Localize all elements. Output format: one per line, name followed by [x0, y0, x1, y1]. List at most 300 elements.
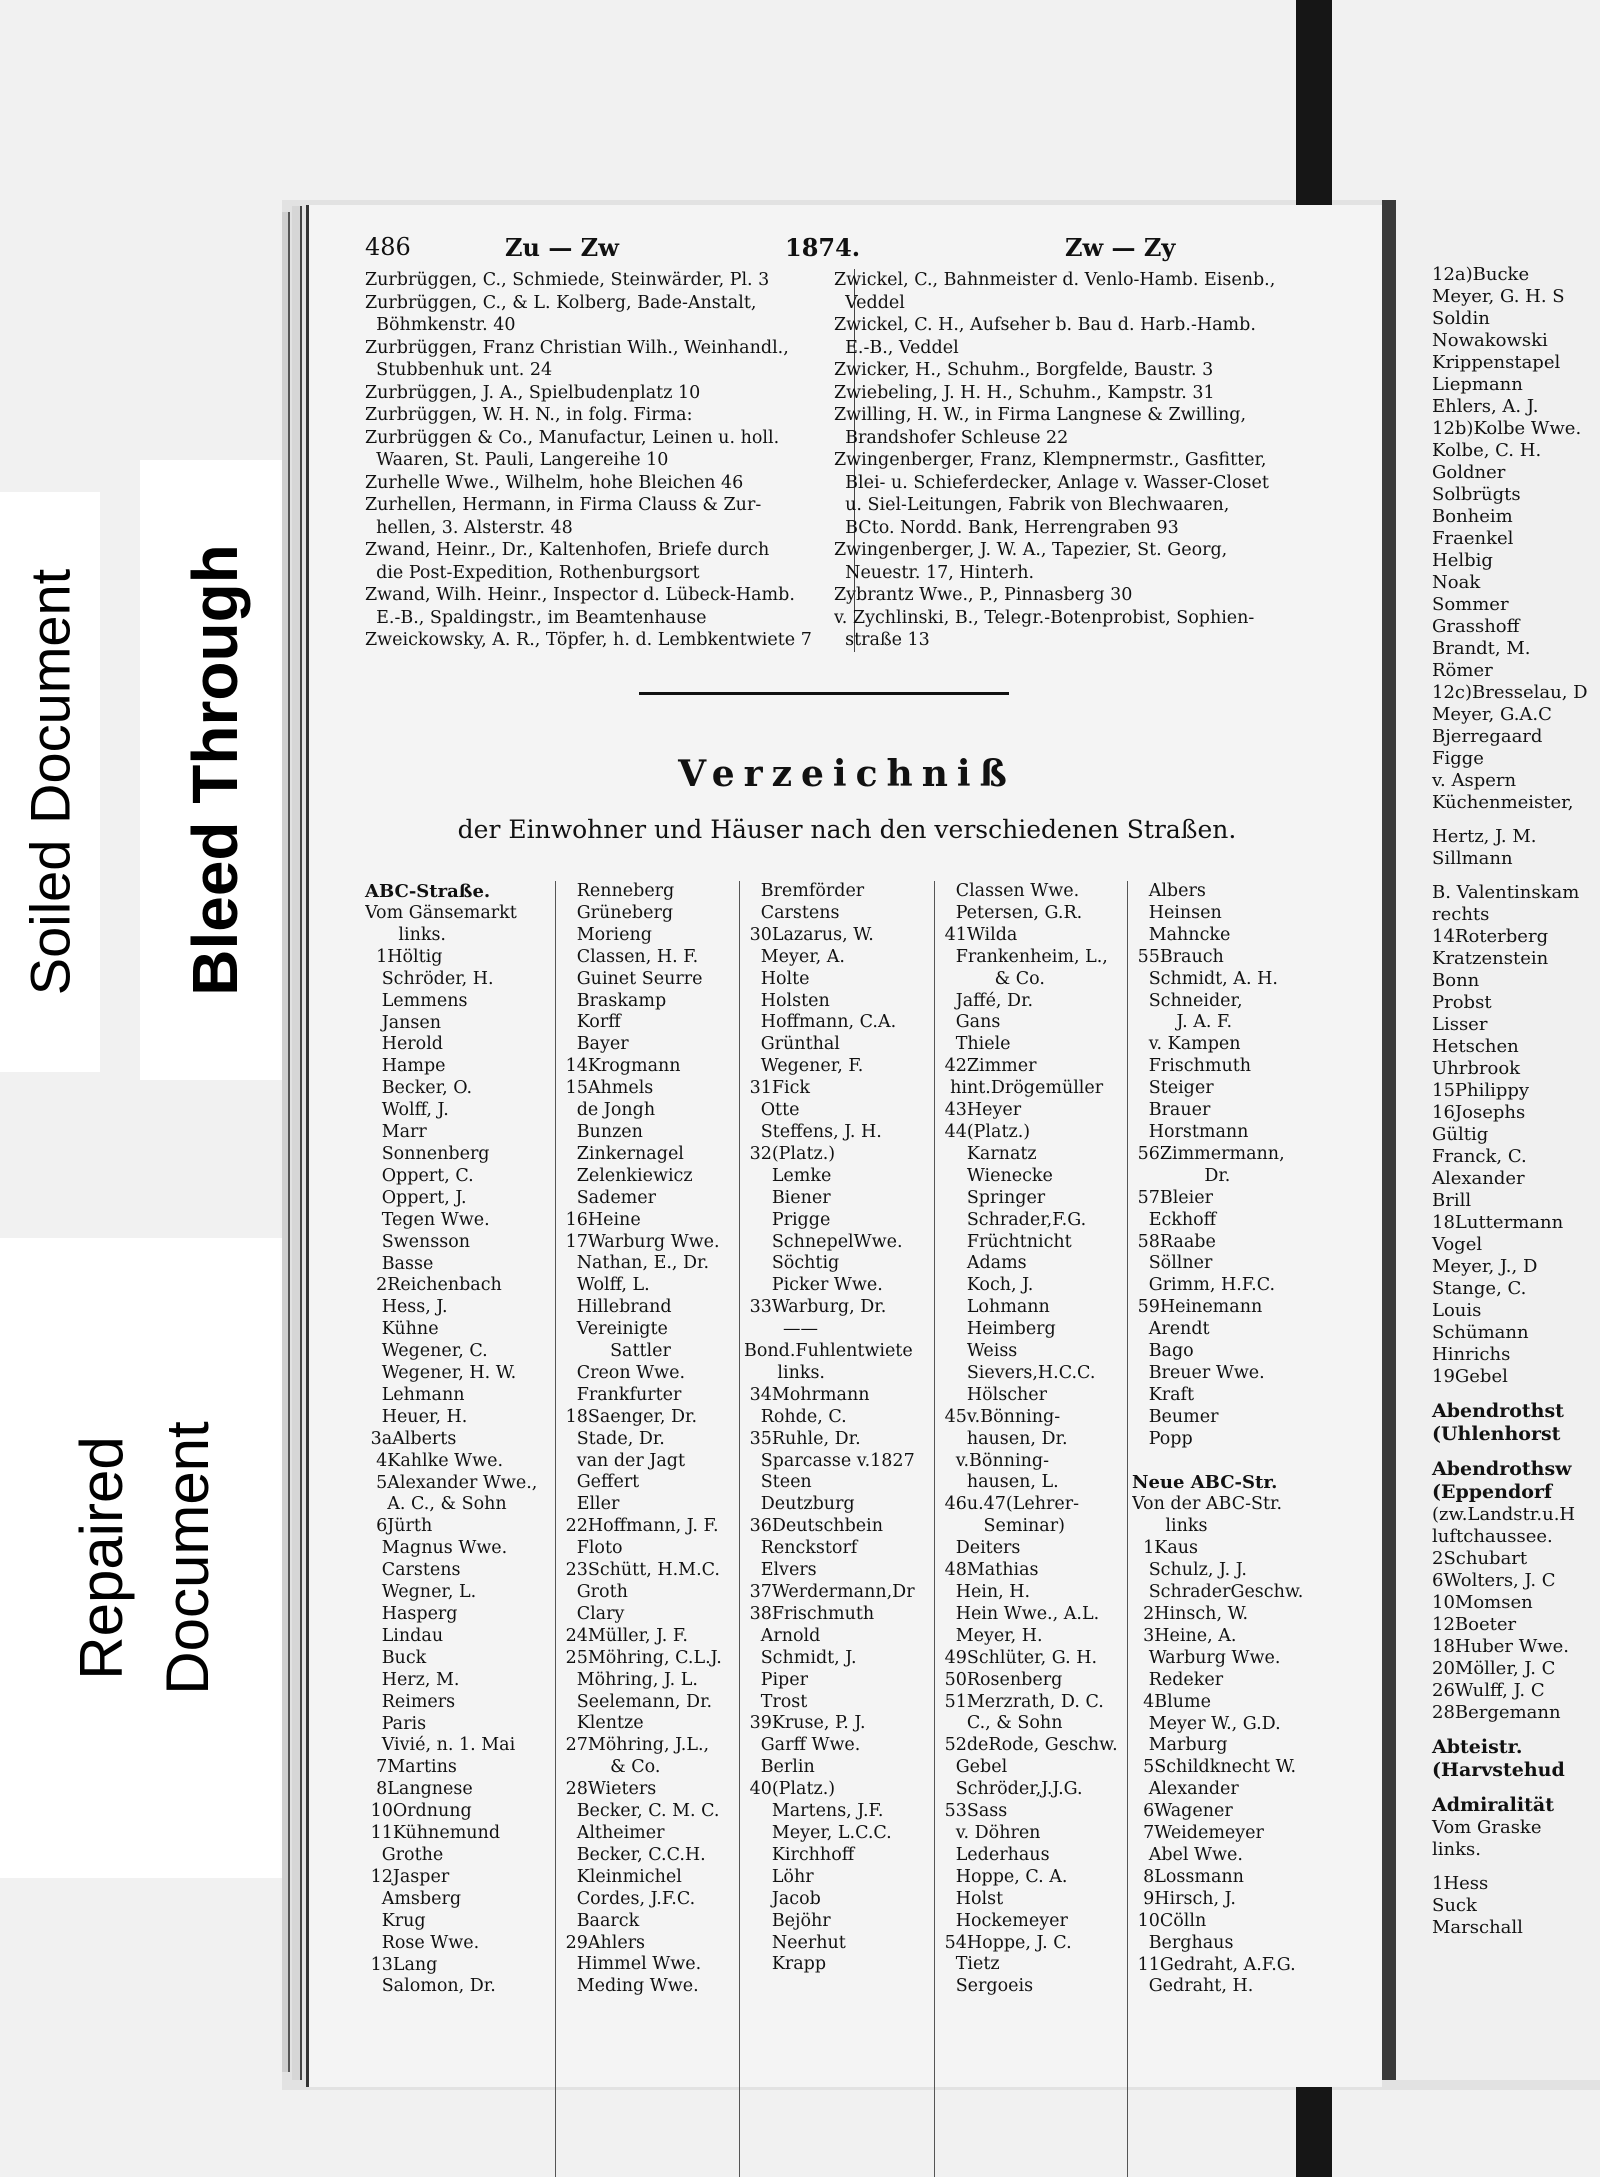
entry-line: Zwiebeling, J. H. H., Schuhm., Kampstr. 31 [834, 382, 1215, 403]
resident-entry: Grüneberg [560, 902, 674, 923]
header-left-range: Zu — Zw [505, 233, 619, 262]
resident-entry: 45v.Bönning- [939, 1406, 1061, 1427]
resident-entry: Tegen Wwe. [365, 1209, 490, 1230]
resident-entry: Renckstorf [744, 1538, 858, 1559]
resident-entry: Kratzenstein [1432, 948, 1549, 969]
street-column-2 [555, 881, 733, 2177]
resident-entry: Eckhoff [1132, 1209, 1217, 1230]
resident-entry: Solbrügts [1432, 484, 1521, 505]
resident-entry: Sademer [560, 1187, 656, 1208]
entry-line: Brandshofer Schleuse 22 [834, 427, 1069, 448]
resident-entry: Früchtnicht [939, 1231, 1072, 1252]
page-gutter [1382, 200, 1396, 2080]
resident-entry: 23Schütt, H.M.C. [560, 1560, 720, 1581]
street-heading: Abendrothst [1432, 1400, 1564, 1422]
street-heading: (Uhlenhorst [1432, 1423, 1561, 1445]
resident-entry: Grasshoff [1432, 616, 1520, 637]
resident-entry: Holte [744, 968, 810, 989]
entry-line: Zurbrüggen, C., & L. Kolberg, Bade-Anstalt, [365, 292, 757, 313]
resident-entry: Hoppe, C. A. [939, 1866, 1068, 1887]
resident-entry: 33Warburg, Dr. [744, 1297, 887, 1318]
resident-entry: Koch, J. [939, 1275, 1034, 1296]
resident-entry: 49Schlüter, G. H. [939, 1647, 1098, 1668]
resident-entry: Albers [1132, 881, 1206, 901]
resident-entry: 1Kaus [1132, 1538, 1199, 1559]
resident-entry: 20Möller, J. C [1432, 1658, 1556, 1679]
resident-entry: Paris [365, 1713, 427, 1734]
resident-entry: 5Alexander Wwe., [365, 1472, 538, 1493]
resident-entry: rechts [1432, 904, 1490, 925]
resident-entry: Hasperg [365, 1604, 458, 1624]
resident-entry: Söchtig [744, 1253, 840, 1274]
adjacent-page [1396, 200, 1600, 2080]
resident-entry: Piper [744, 1669, 808, 1690]
entry-line: Veddel [834, 292, 905, 313]
resident-entry: Braskamp [560, 990, 667, 1011]
resident-entry: 5Schildknecht W. [1132, 1757, 1297, 1778]
soiled-document-text: Soiled Document [18, 568, 82, 996]
resident-entry: 18Saenger, Dr. [560, 1406, 698, 1427]
resident-entry: Morieng [560, 924, 652, 945]
resident-entry: Heimberg [939, 1319, 1056, 1340]
resident-entry: Jaffé, Dr. [939, 990, 1034, 1011]
resident-entry: 12c)Bresselau, D [1432, 682, 1588, 703]
entry-line: Zwand, Wilh. Heinr., Inspector d. Lübeck-Hamb. [365, 585, 795, 605]
entry-line: Zurhellen, Hermann, in Firma Clauss & Zur- [365, 495, 762, 515]
resident-entry: Marr [365, 1122, 427, 1143]
resident-entry: Ehlers, A. J. [1432, 396, 1539, 417]
resident-entry: Bago [1132, 1341, 1194, 1362]
resident-entry: Sattler [560, 1341, 671, 1362]
entry-line: E.-B., Veddel [834, 337, 959, 358]
resident-entry: Trost [744, 1691, 808, 1712]
resident-entry: Elvers [744, 1560, 817, 1581]
resident-entry: Classen, H. F. [560, 946, 699, 967]
resident-entry: Hinrichs [1432, 1344, 1511, 1365]
resident-entry: 55Brauch [1132, 946, 1224, 967]
resident-entry: Sparcasse v.1827 [744, 1450, 915, 1471]
resident-entry: 22Hoffmann, J. F. [560, 1516, 719, 1537]
resident-entry: Geffert [560, 1472, 640, 1493]
resident-entry: Horstmann [1132, 1121, 1249, 1142]
resident-entry: 10Ordnung [365, 1801, 472, 1822]
resident-entry: Prigge [744, 1209, 831, 1230]
resident-entry: 12Boeter [1432, 1614, 1517, 1635]
bleed-through-text: Bleed Through [179, 544, 251, 996]
resident-entry: Wegener, C. [365, 1341, 488, 1362]
resident-entry: Meyer, H. [939, 1625, 1043, 1646]
resident-entry: Clary [560, 1603, 625, 1624]
resident-entry: Lemke [744, 1165, 832, 1186]
resident-entry: Vivié, n. 1. Mai [365, 1735, 516, 1756]
resident-entry: Brill [1432, 1190, 1472, 1211]
entry-line: Zwickel, C., Bahnmeister d. Venlo-Hamb. Eisenb., [834, 270, 1276, 290]
entry-line: u. Siel-Leitungen, Fabrik von Blechwaaren, [834, 495, 1230, 515]
resident-entry: 25Möhring, C.L.J. [560, 1647, 722, 1668]
resident-entry: Garff Wwe. [744, 1735, 861, 1756]
resident-entry: Creon Wwe. [560, 1362, 686, 1383]
resident-entry: 56Zimmermann, [1132, 1143, 1285, 1164]
resident-entry: Vereinigte [560, 1319, 668, 1340]
resident-entry: Schmidt, A. H. [1132, 968, 1278, 989]
resident-entry: Schneider, [1132, 990, 1243, 1011]
resident-entry: Marburg [1132, 1735, 1228, 1756]
resident-entry: Rohde, C. [744, 1406, 847, 1427]
resident-entry: Becker, C.C.H. [560, 1844, 706, 1865]
resident-entry: 13Lang [365, 1954, 438, 1975]
resident-entry: Oppert, C. [365, 1165, 474, 1186]
resident-entry: Meyer, J., D [1432, 1256, 1538, 1277]
resident-entry [1432, 1724, 1600, 1736]
resident-entry: Becker, O. [365, 1078, 473, 1099]
resident-entry: 14Roterberg [1432, 926, 1549, 947]
resident-entry: 41Wilda [939, 924, 1018, 945]
resident-entry: Floto [560, 1538, 623, 1559]
resident-entry: 29Ahlers [560, 1932, 646, 1953]
resident-entry: 35Ruhle, Dr. [744, 1428, 861, 1449]
resident-entry: Hertz, J. M. [1432, 826, 1537, 847]
resident-entry: Steiger [1132, 1078, 1214, 1099]
resident-entry: links [1132, 1516, 1208, 1537]
resident-entry: Sievers,H.C.C. [939, 1362, 1096, 1383]
resident-entry: Schröder,J.J.G. [939, 1779, 1083, 1800]
resident-entry: Jacob [744, 1888, 821, 1909]
resident-entry: de Jongh [560, 1100, 656, 1121]
resident-entry: 15Ahmels [560, 1078, 654, 1099]
resident-entry: Sommer [1432, 594, 1509, 615]
street-heading: Admiralität [1432, 1794, 1554, 1816]
street-column-1 [365, 881, 545, 2177]
resident-entry: Wegener, H. W. [365, 1363, 517, 1384]
resident-entry: 2Reichenbach [365, 1275, 502, 1296]
resident-entry: Löhr [744, 1866, 814, 1887]
street-column-3 [739, 881, 929, 2177]
resident-entry: Kraft [1132, 1384, 1195, 1405]
resident-entry: Lehmann [365, 1384, 465, 1405]
resident-entry: 28Bergemann [1432, 1702, 1561, 1723]
resident-entry: Magnus Wwe. [365, 1538, 508, 1559]
resident-entry: Dr. [1132, 1165, 1231, 1186]
resident-entry: Meyer, G. H. S [1432, 286, 1565, 307]
resident-entry: Bonn [1432, 970, 1480, 991]
resident-entry: Deutzburg [744, 1494, 855, 1515]
resident-entry: 31Fick [744, 1078, 810, 1099]
resident-entry: v. Kampen [1132, 1034, 1241, 1055]
resident-entry: v.Bönning- [939, 1450, 1049, 1471]
resident-entry: Grimm, H.F.C. [1132, 1275, 1276, 1296]
resident-entry [1432, 1782, 1600, 1794]
resident-entry: Hetschen [1432, 1036, 1519, 1057]
resident-entry: Lemmens [365, 990, 468, 1011]
resident-entry: 43Heyer [939, 1100, 1022, 1121]
resident-entry: Oppert, J. [365, 1187, 467, 1208]
resident-entry: Wienecke [939, 1165, 1053, 1186]
resident-entry: Krug [365, 1910, 426, 1931]
entry-line: Zwingenberger, J. W. A., Tapezier, St. Georg, [834, 540, 1228, 560]
resident-entry: Berghaus [1132, 1932, 1234, 1953]
resident-entry: 12Jasper [365, 1866, 450, 1887]
page-number: 486 [365, 233, 411, 261]
resident-entry: 12b)Kolbe Wwe. [1432, 418, 1582, 439]
resident-entry: Sillmann [1432, 848, 1513, 869]
resident-entry: Seminar) [939, 1516, 1065, 1537]
entry-line: v. Zychlinski, B., Telegr.-Botenprobist, Sophien- [834, 607, 1255, 628]
resident-entry: 24Müller, J. F. [560, 1625, 688, 1646]
resident-entry: Kirchhoff [744, 1844, 855, 1865]
resident-entry: 51Merzrath, D. C. [939, 1691, 1104, 1712]
resident-entry: Kühne [365, 1319, 439, 1340]
resident-entry: 42Zimmer [939, 1056, 1037, 1077]
resident-entry: Vom Gänsemarkt [365, 903, 517, 923]
resident-entry: Arendt [1132, 1319, 1210, 1340]
resident-entry: Jansen [365, 1012, 442, 1033]
resident-entry: Römer [1432, 660, 1493, 681]
resident-entry: Tietz [939, 1954, 1000, 1975]
resident-entry: Berlin [744, 1757, 815, 1778]
resident-entry: Bonheim [1432, 506, 1513, 527]
resident-entry: Vogel [1432, 1234, 1483, 1255]
resident-entry: Stange, C. [1432, 1278, 1527, 1299]
page-edge [292, 206, 302, 2080]
resident-entry: 10Momsen [1432, 1592, 1533, 1613]
resident-entry: Bunzen [560, 1121, 643, 1142]
resident-entry: 3Heine, A. [1132, 1625, 1237, 1646]
resident-entry: 4Kahlke Wwe. [365, 1450, 504, 1471]
resident-entry: 6Wagener [1132, 1801, 1233, 1822]
resident-entry: Hess, J. [365, 1297, 448, 1318]
resident-entry: v. Döhren [939, 1822, 1041, 1843]
resident-entry: & Co. [560, 1757, 661, 1778]
resident-entry: hint.Drögemüller [939, 1078, 1104, 1099]
resident-entry: Figge [1432, 748, 1484, 769]
resident-entry: 38Frischmuth [744, 1603, 875, 1624]
resident-entry [1132, 1451, 1322, 1473]
top-entries-left [365, 269, 855, 652]
resident-entry: Herold [365, 1034, 444, 1055]
resident-entry: 6Jürth [365, 1516, 433, 1537]
resident-entry: Heuer, H. [365, 1406, 468, 1427]
entry-line: Zurbrüggen, J. A., Spielbudenplatz 10 [365, 382, 701, 403]
resident-entry: Otte [744, 1100, 800, 1121]
resident-entry: 1Höltig [365, 946, 443, 967]
resident-entry: 15Philippy [1432, 1080, 1530, 1101]
entry-line: Böhmkenstr. 40 [365, 315, 516, 335]
resident-entry: Springer [939, 1187, 1046, 1208]
resident-entry: Cordes, J.F.C. [560, 1888, 696, 1909]
resident-entry: Brauer [1132, 1100, 1211, 1121]
resident-entry: Bond.Fuhlentwiete [744, 1341, 913, 1362]
resident-entry: Redeker [1132, 1669, 1224, 1690]
resident-entry: 10Cölln [1132, 1910, 1207, 1931]
resident-entry: Biener [744, 1187, 831, 1208]
entry-line: Zwilling, H. W., in Firma Langnese & Zwilling, [834, 405, 1247, 425]
resident-entry: Hölscher [939, 1384, 1047, 1405]
resident-entry [1432, 814, 1600, 826]
resident-entry: Kleinmichel [560, 1866, 682, 1887]
resident-entry: (zw.Landstr.u.H [1432, 1504, 1576, 1525]
resident-entry: Gültig [1432, 1124, 1489, 1145]
resident-entry: Classen Wwe. [939, 881, 1080, 901]
resident-entry: 46u.47(Lehrer- [939, 1494, 1080, 1515]
resident-entry: links. [365, 924, 446, 945]
resident-entry: & Co. [939, 968, 1045, 989]
resident-entry: Amsberg [365, 1888, 462, 1909]
resident-entry: Lindau [365, 1625, 444, 1646]
resident-entry: Lisser [1432, 1014, 1488, 1035]
resident-entry: Goldner [1432, 462, 1506, 483]
bleed-through-label [140, 460, 290, 1080]
entry-line: Zurbrüggen, W. H. N., in folg. Firma: [365, 405, 693, 425]
resident-entry: Zinkernagel [560, 1143, 684, 1164]
street-heading: Neue ABC-Str. [1132, 1472, 1278, 1494]
section-title: Verzeichniß [678, 753, 1016, 795]
resident-entry: Möhring, J. L. [560, 1669, 698, 1690]
entry-line: Zwickel, C. H., Aufseher b. Bau d. Harb.-Hamb. [834, 315, 1256, 335]
resident-entry: 18Huber Wwe. [1432, 1636, 1569, 1657]
resident-entry: Hockemeyer [939, 1910, 1068, 1931]
resident-entry: Meyer, L.C.C. [744, 1822, 892, 1843]
resident-entry: Hillebrand [560, 1297, 672, 1318]
resident-entry: Carstens [365, 1560, 461, 1581]
resident-entry: Soldin [1432, 308, 1490, 329]
resident-entry: Hein, H. [939, 1582, 1031, 1602]
section-divider [639, 692, 1009, 695]
resident-entry: 57Bleier [1132, 1187, 1213, 1208]
resident-entry: Sergoeis [939, 1976, 1034, 1997]
soiled-document-label [0, 492, 100, 1072]
resident-entry: 7Martins [365, 1757, 457, 1778]
resident-entry: Frischmuth [1132, 1056, 1252, 1077]
resident-entry: Thiele [939, 1034, 1011, 1055]
resident-entry: Martens, J.F. [744, 1801, 884, 1822]
resident-entry: 18Luttermann [1432, 1212, 1564, 1233]
resident-entry: Holst [939, 1888, 1004, 1909]
resident-entry: Sonnenberg [365, 1143, 490, 1164]
resident-entry: 11Gedraht, A.F.G. [1132, 1954, 1296, 1975]
resident-entry: 28Wieters [560, 1779, 657, 1800]
resident-entry: Klentze [560, 1713, 644, 1734]
resident-entry: Grünthal [744, 1034, 840, 1055]
resident-entry: 52deRode, Geschw. [939, 1735, 1118, 1756]
resident-entry: Bremförder [744, 881, 865, 901]
resident-entry: Alexander [1132, 1779, 1239, 1800]
resident-entry: 7Weidemeyer [1132, 1823, 1264, 1844]
resident-entry [1432, 1388, 1600, 1400]
resident-entry: Altheimer [560, 1822, 665, 1843]
header-year: 1874. [785, 233, 861, 262]
resident-entry: Abel Wwe. [1132, 1844, 1243, 1865]
resident-entry: Himmel Wwe. [560, 1954, 702, 1975]
resident-entry: Adams [939, 1253, 1027, 1274]
resident-entry: v. Aspern [1432, 770, 1517, 791]
resident-entry: Salomon, Dr. [365, 1976, 496, 1997]
resident-entry: Hampe [365, 1056, 446, 1077]
repaired-document-text [59, 1421, 231, 1694]
resident-entry: 30Lazarus, W. [744, 924, 874, 945]
resident-entry: 17Warburg Wwe. [560, 1231, 720, 1252]
resident-entry: Wolff, J. [365, 1100, 449, 1121]
resident-entry: Meyer, G.A.C [1432, 704, 1552, 725]
repaired-line-2: Document [154, 1421, 221, 1695]
resident-entry: Mahncke [1132, 924, 1231, 945]
resident-entry: Von der ABC-Str. [1132, 1494, 1283, 1515]
resident-entry: Karnatz [939, 1143, 1037, 1164]
resident-entry: 1Hess [1432, 1873, 1489, 1894]
resident-entry: Schmidt, J. [744, 1647, 857, 1668]
resident-entry: Bayer [560, 1034, 629, 1055]
resident-entry: Meyer W., G.D. [1132, 1713, 1281, 1734]
resident-entry: Breuer Wwe. [1132, 1362, 1265, 1383]
resident-entry: Lohmann [939, 1297, 1050, 1318]
resident-entry [1432, 1861, 1600, 1873]
resident-entry: Reimers [365, 1691, 456, 1712]
street-heading: (Harvstehud [1432, 1759, 1565, 1781]
resident-entry: Kolbe, C. H. [1432, 440, 1542, 461]
resident-entry [1432, 870, 1600, 882]
resident-entry: Marschall [1432, 1917, 1523, 1938]
entry-line: Zybrantz Wwe., P., Pinnasberg 30 [834, 585, 1133, 605]
resident-entry: Krapp [744, 1954, 827, 1975]
resident-entry: B. Valentinskam [1432, 882, 1580, 903]
page-header [365, 233, 1375, 265]
resident-entry: van der Jagt [560, 1450, 686, 1471]
resident-entry: 11Kühnemund [365, 1823, 501, 1844]
resident-entry: links. [1432, 1839, 1481, 1860]
resident-entry: Heinsen [1132, 902, 1222, 923]
resident-entry: 44(Platz.) [939, 1121, 1031, 1142]
resident-entry: Brandt, M. [1432, 638, 1531, 659]
resident-entry: —— [744, 1319, 818, 1340]
resident-entry: Schümann [1432, 1322, 1529, 1343]
resident-entry: Alexander [1432, 1168, 1525, 1189]
resident-entry: 32(Platz.) [744, 1143, 836, 1164]
entry-line: straße 13 [834, 630, 930, 650]
resident-entry: 54Hoppe, J. C. [939, 1932, 1072, 1953]
resident-entry: Arnold [744, 1625, 821, 1646]
entry-line: E.-B., Spaldingstr., im Beamtenhause [365, 607, 707, 628]
resident-entry: Küchenmeister, [1432, 792, 1574, 813]
resident-entry: Bejöhr [744, 1910, 831, 1931]
resident-entry: 12a)Bucke [1432, 264, 1530, 285]
resident-entry: Louis [1432, 1300, 1482, 1321]
entry-line: hellen, 3. Alsterstr. 48 [365, 517, 573, 538]
resident-entry: 19Gebel [1432, 1366, 1508, 1387]
resident-entry: Warburg Wwe. [1132, 1647, 1281, 1668]
resident-entry: A. C., & Sohn [365, 1494, 507, 1515]
resident-entry [1432, 1446, 1600, 1458]
street-heading: (Eppendorf [1432, 1481, 1553, 1503]
street-heading: ABC-Straße. [365, 881, 491, 902]
resident-entry: 27Möhring, J.L., [560, 1735, 710, 1756]
resident-entry: Hein Wwe., A.L. [939, 1603, 1100, 1624]
resident-entry: Neerhut [744, 1932, 846, 1953]
resident-entry: hausen, Dr. [939, 1428, 1068, 1449]
entry-line: Zwand, Heinr., Dr., Kaltenhofen, Briefe durch [365, 540, 770, 560]
resident-entry: Korff [560, 1012, 621, 1033]
resident-entry: Liepmann [1432, 374, 1523, 395]
resident-entry: Picker Wwe. [744, 1275, 883, 1296]
resident-entry: J. A. F. [1132, 1012, 1233, 1033]
resident-entry: Gebel [939, 1757, 1008, 1778]
resident-entry: Suck [1432, 1895, 1477, 1916]
resident-entry: 2Hinsch, W. [1132, 1604, 1249, 1624]
resident-entry: C., & Sohn [939, 1713, 1063, 1734]
resident-entry: 26Wulff, J. C [1432, 1680, 1545, 1701]
resident-entry: 4Blume [1132, 1691, 1211, 1712]
resident-entry: Baarck [560, 1910, 640, 1931]
resident-entry: 37Werdermann,Dr [744, 1582, 915, 1602]
resident-entry: Rose Wwe. [365, 1932, 480, 1953]
